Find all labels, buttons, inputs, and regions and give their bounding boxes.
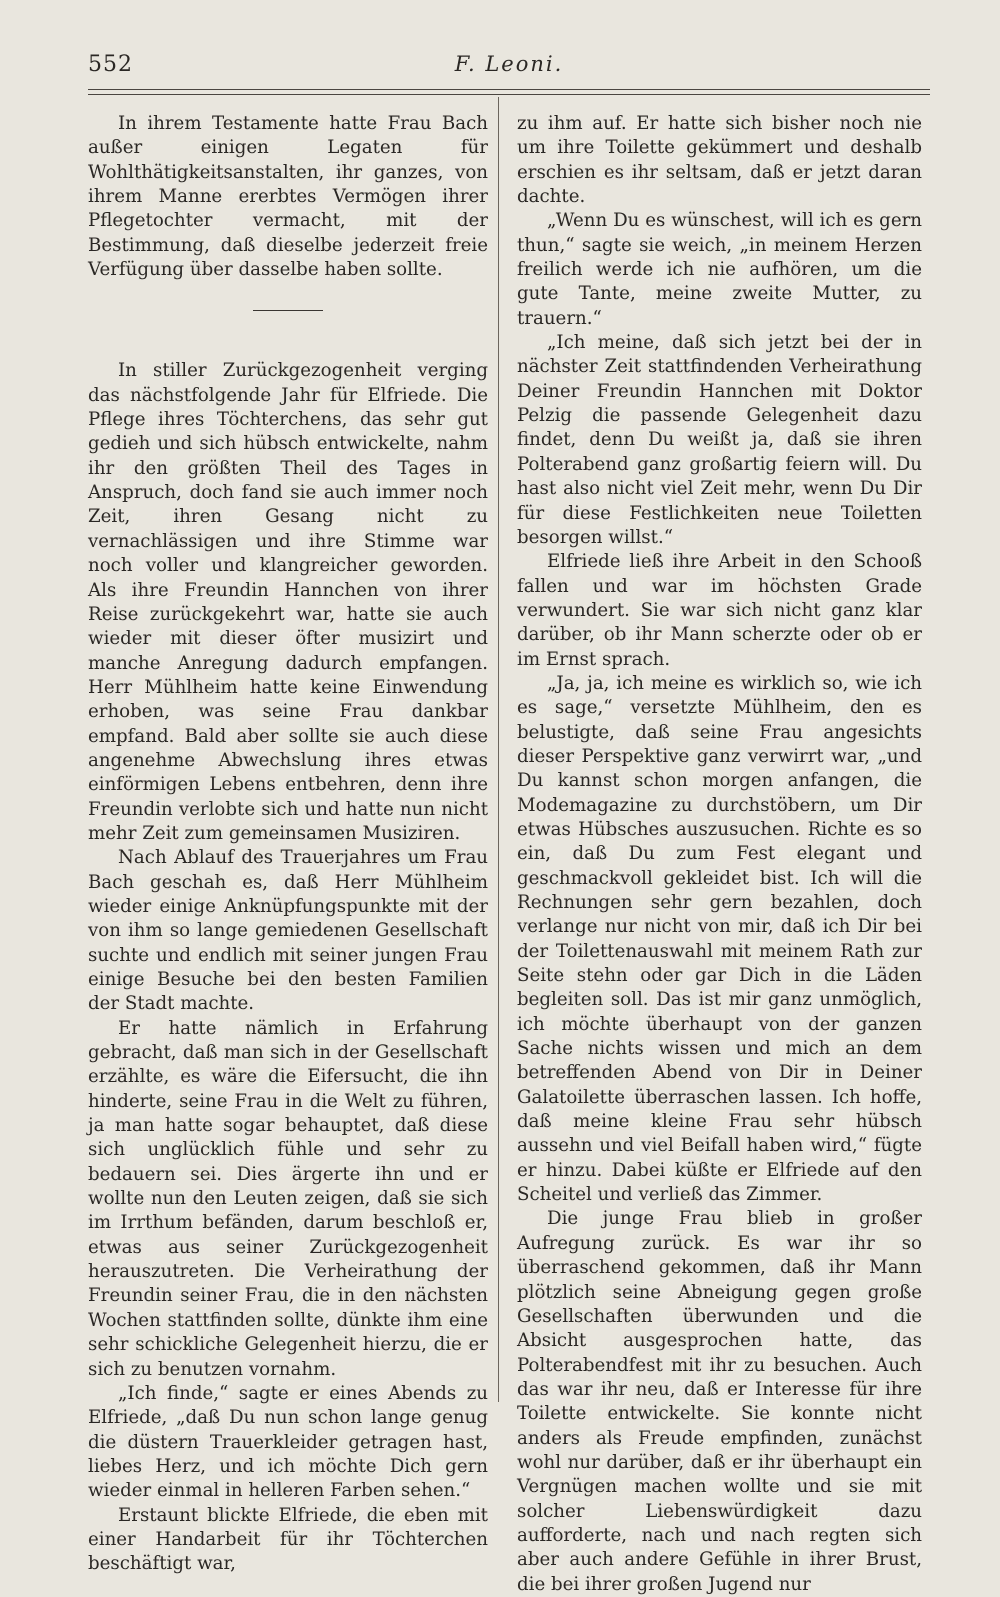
paragraph: Erstaunt blickte Elfriede, die eben mit einer Handarbeit für ihr Töchterchen beschäftigt war, [88, 1504, 488, 1575]
left-column [88, 112, 488, 1577]
paragraph: In ihrem Testamente hatte Frau Bach außer einigen Legaten für Wohlthätigkeitsanstalten, ihr ganzes, von ihrem Manne ererbtes Vermögen ihrer Pflegetochter vermacht, mit der Bestimmung, daß dieselbe jederzeit freie Verfügung über dasselbe haben sollte. [88, 113, 488, 281]
header-rule-top [88, 89, 930, 90]
page-header [88, 44, 930, 84]
running-title: F. Leoni. [454, 52, 564, 76]
header-rule-bottom [88, 94, 930, 95]
paragraph: Er hatte nämlich in Erfahrung gebracht, daß man sich in der Gesellschaft erzählte, es wäre die Eifersucht, die ihn hinderte, seine Frau in die Welt zu führen, ja man hatte sogar behauptet, daß diese sich unglücklich fühle und sehr zu bedauern sei. Dies ärgerte ihn und er wollte nun den Leuten zeigen, daß sie sich im Irrthum befänden, darum beschloß er, etwas aus seiner Zurückgezogenheit herauszutreten. Die Verheirathung der Freundin seiner Frau, die in den nächsten Wochen stattfinden sollte, dünkte ihm eine sehr schickliche Gelegenheit hierzu, die er sich zu benutzen vornahm. [88, 1017, 488, 1380]
paragraph: „Ich finde,“ sagte er eines Abends zu Elfriede, „daß Du nun schon lange genug die düstern Trauerkleider getragen hast, liebes Herz, und ich möchte Dich gern wieder einmal in helleren Farben sehen.“ [88, 1382, 488, 1502]
paragraph: zu ihm auf. Er hatte sich bisher noch nie um ihre Toilette gekümmert und deshalb erschien es ihr seltsam, daß er jetzt daran dachte. [517, 113, 922, 208]
paragraph: Elfriede ließ ihre Arbeit in den Schooß fallen und war im höchsten Grade verwundert. Sie war sich nicht ganz klar darüber, ob ihr Mann scherzte oder ob er im Ernst sprach. [517, 551, 922, 670]
paragraph: „Wenn Du es wünschest, will ich es gern thun,“ sagte sie weich, „in meinem Herzen freilich werde ich nie aufhören, um die gute Tante, meine zweite Mutter, zu trauern.“ [517, 210, 922, 329]
section-separator [253, 310, 323, 311]
paragraph: „Ich meine, daß sich jetzt bei der in nächster Zeit stattfindenden Verheirathung Deiner Freundin Hannchen mit Doktor Pelzig die passende Gelegenheit dazu findet, denn Du weißt ja, daß sie ihren Polterabend ganz großartig feiern will. Du hast also nicht viel Zeit mehr, wenn Du Dir für diese Festlichkeiten neue Toiletten besorgen willst.“ [517, 332, 922, 548]
paragraph: „Ja, ja, ich meine es wirklich so, wie ich es sage,“ versetzte Mühlheim, den es belustigte, daß seine Frau angesichts dieser Perspektive ganz verwirrt war, „und Du kannst schon morgen anfangen, die Modemagazine zu durchstöbern, um Dir etwas Hübsches auszusuchen. Richte es so ein, daß Du zum Fest elegant und geschmackvoll gekleidet bist. Ich will die Rechnungen sehr gern bezahlen, doch verlange nur nicht von mir, daß ich Dir bei der Toilettenauswahl mit meinem Rath zur Seite stehn oder gar Dich in die Läden begleiten soll. Das ist mir ganz unmöglich, ich möchte überhaupt von der ganzen Sache nichts wissen und mich an dem betreffenden Abend von Dir in Deiner Galatoilette überraschen lassen. Ich hoffe, daß meine kleine Frau sehr hübsch aussehn und viel Beifall haben wird,“ fügte er hinzu. Dabei küßte er Elfriede auf den Scheitel und verließ das Zimmer. [517, 672, 922, 1206]
paragraph: In stiller Zurückgezogenheit verging das nächstfolgende Jahr für Elfriede. Die Pflege ihres Töchterchens, das sehr gut gedieh und sich hübsch entwickelte, nahm ihr den größten Theil des Tages in Anspruch, doch fand sie auch immer noch Zeit, ihren Gesang nicht zu vernachlässigen und ihre Stimme war noch voller und klangreicher geworden. Als ihre Freundin Hannchen von ihrer Reise zurückgekehrt war, hatte sie auch wieder mit dieser öfter musizirt und manche Anregung dadurch empfangen. Herr Mühlheim hatte keine Einwendung erhoben, was seine Frau dankbar empfand. Bald aber sollte sie auch diese angenehme Abwechslung ihres etwas einförmigen Lebens entbehren, denn ihre Freundin verlobte sich und hatte nun nicht mehr Zeit zum gemeinsamen Musiziren. [88, 360, 488, 844]
paragraph: Nach Ablauf des Trauerjahres um Frau Bach geschah es, daß Herr Mühlheim wieder einige Anknüpfungspunkte mit der von ihm so lange gemiedenen Gesellschaft suchte und endlich mit seiner jungen Frau einige Besuche bei den besten Familien der Stadt machte. [88, 847, 488, 1015]
right-column [517, 112, 922, 1597]
page-number: 552 [88, 52, 133, 77]
paragraph: Die junge Frau blieb in großer Aufregung zurück. Es war ihr so überraschend gekommen, daß ihr Mann plötzlich seine Abneigung gegen große Gesellschaften überwunden und die Absicht ausgesprochen hatte, das Polterabendfest mit ihr zu besuchen. Auch das war ihr neu, daß er Interesse für ihre Toilette entwickelte. Sie konnte nicht anders als Freude empfinden, zunächst wohl nur darüber, daß er ihr überhaupt ein Vergnügen machen wollte und sie mit solcher Liebenswürdigkeit dazu aufforderte, nach und nach regten sich aber auch andere Gefühle in ihrer Brust, die bei ihrer großen Jugend nur [517, 1208, 922, 1595]
column-divider [498, 97, 499, 1402]
